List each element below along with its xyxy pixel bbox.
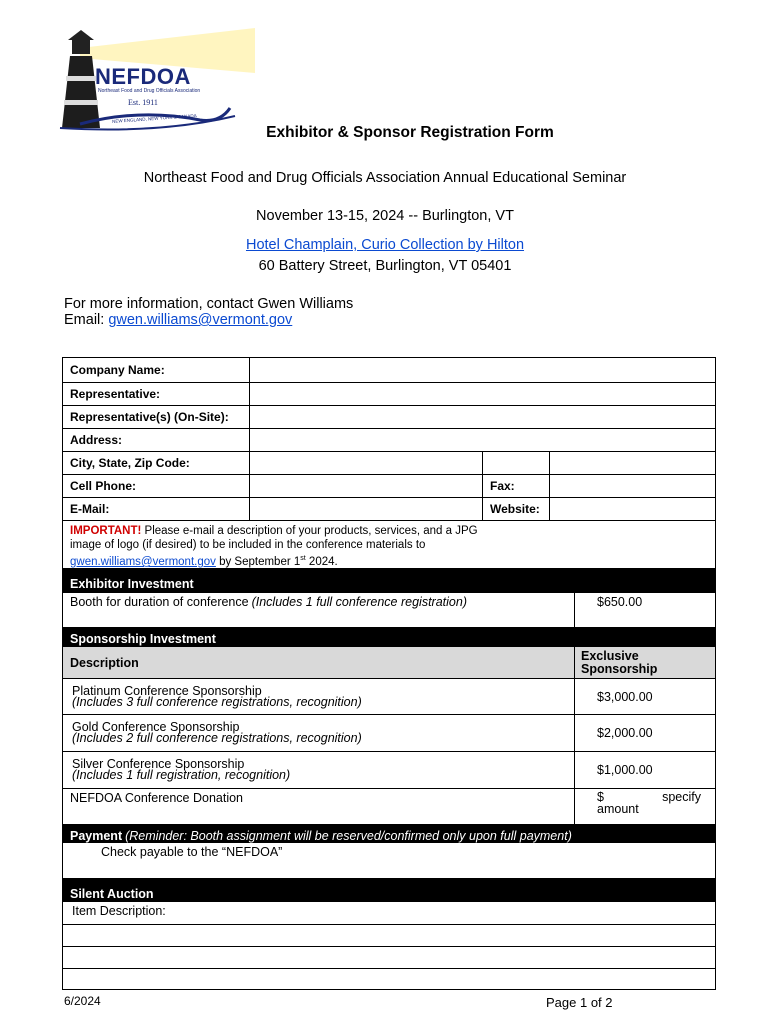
sponsorship-col-price-1: Exclusive [581,648,639,663]
payment-row [63,843,715,879]
auction-heading: Silent Auction [63,879,715,902]
company-row [63,358,715,383]
important-sup: st [300,555,306,562]
fax-label: Fax: [483,475,550,497]
email-field[interactable] [250,498,483,520]
payment-heading-bar [63,824,715,843]
event-dates: November 13-15, 2024 -- Burlington, VT [256,208,514,224]
donation-specify: specify [662,790,701,804]
footer-date: 6/2024 [64,994,101,1008]
footer-page: Page 1 of 2 [546,995,613,1010]
city-label: City, State, Zip Code: [63,452,250,474]
venue-link[interactable]: Hotel Champlain, Curio Collection by Hilton [245,237,525,253]
address-label: Address: [63,429,250,451]
fax-field[interactable] [550,475,715,497]
venue-address: 60 Battery Street, Burlington, VT 05401 [258,258,512,274]
sponsorship-row-donation [63,789,715,824]
gold-desc [63,715,575,751]
representative-onsite-row [63,406,715,429]
logo-subtitle: Northeast Food and Drug Officials Association [98,88,201,94]
sponsorship-row-platinum [63,679,715,715]
company-field[interactable] [250,358,715,382]
donation-amount [575,789,715,824]
exhibitor-price: $650.00 [597,595,643,609]
contact-email-label: Email: [64,312,105,328]
representative-onsite-label: Representative(s) (On-Site): [63,406,250,428]
exhibitor-item-note: (Includes 1 full conference registration) [251,595,467,609]
representative-field[interactable] [250,383,715,405]
payment-note: (Reminder: Booth assignment will be reserved/confirmed only upon full payment) [125,829,572,843]
logo [20,28,260,138]
important-text-1: Please e-mail a description of your products, services, and a JPG [141,525,478,537]
representative-onsite-field[interactable] [250,406,715,428]
platinum-note: (Includes 3 full conference registrations, recognition) [72,694,362,709]
logo-established: Est. 1911 [128,98,158,107]
auction-item-label: Item Description: [72,904,166,918]
donation-amount-word: amount [597,802,639,816]
gold-note: (Includes 2 full conference registrations, recognition) [72,731,362,745]
email-label: E-Mail: [63,498,250,520]
platinum-name: Platinum Conference Sponsorship [72,683,262,698]
cell-phone-field[interactable] [250,475,483,497]
address-row [63,429,715,452]
silver-name: Silver Conference Sponsorship [72,757,245,771]
platinum-desc [63,679,575,714]
sponsorship-row-silver [63,752,715,789]
contact-line: For more information, contact Gwen Williams [64,296,354,312]
important-text-3: by September 1 [215,555,301,568]
contact-email-link[interactable]: gwen.williams@vermont.gov [108,312,293,328]
website-label: Website: [483,498,550,520]
cell-phone-label: Cell Phone: [63,475,250,497]
sponsorship-heading: Sponsorship Investment [63,627,715,647]
payment-heading: Payment [70,829,123,843]
silver-desc [63,752,575,788]
important-text-4: 2024. [305,555,338,568]
email-row [63,498,715,521]
platinum-price: $3,000.00 [597,689,653,704]
exhibitor-row [63,593,715,627]
contact-email-row [64,312,292,328]
event-name: Northeast Food and Drug Officials Association Annual Educational Seminar [143,170,627,186]
auction-line-3[interactable] [63,969,715,989]
important-label: IMPORTANT! [70,525,142,537]
gold-price: $2,000.00 [597,726,653,740]
logo-tagline: NEW ENGLAND, NEW YORK & CANADA [111,113,197,124]
registration-form [62,357,716,990]
sponsorship-col-price-2: Sponsorship [581,661,658,676]
exhibitor-heading: Exhibitor Investment [63,569,715,593]
representative-row [63,383,715,406]
gold-name: Gold Conference Sponsorship [72,720,240,734]
auction-item-row [63,902,715,925]
important-row [63,521,715,569]
payment-check: Check payable to the “NEFDOA” [101,845,283,859]
address-field[interactable] [250,429,715,451]
important-email-link[interactable]: gwen.williams@vermont.gov [70,555,216,568]
website-field[interactable] [550,498,715,520]
auction-line-1[interactable] [63,925,715,947]
sponsorship-header-row [63,647,715,679]
important-text-2: image of logo (if desired) to be included in the conference materials to [70,539,426,551]
logo-acronym: NEFDOA [95,64,191,89]
form-title: Exhibitor & Sponsor Registration Form [266,124,554,141]
donation-desc: NEFDOA Conference Donation [63,789,575,824]
exhibitor-item-text: Booth for duration of conference [70,595,249,609]
city-field[interactable] [250,452,483,474]
city-row [63,452,715,475]
zip-field[interactable] [550,452,715,474]
sponsorship-col-price [575,647,715,678]
auction-line-2[interactable] [63,947,715,969]
silver-note: (Includes 1 full registration, recognition) [72,768,291,782]
city-spacer [483,452,550,474]
phone-row [63,475,715,498]
donation-dollar: $ [597,790,604,804]
sponsorship-col-desc: Description [63,647,575,678]
exhibitor-item [63,593,575,627]
company-label: Company Name: [63,358,250,382]
sponsorship-row-gold [63,715,715,752]
important-note [63,521,570,568]
silver-price: $1,000.00 [597,763,653,777]
representative-label: Representative: [63,383,250,405]
